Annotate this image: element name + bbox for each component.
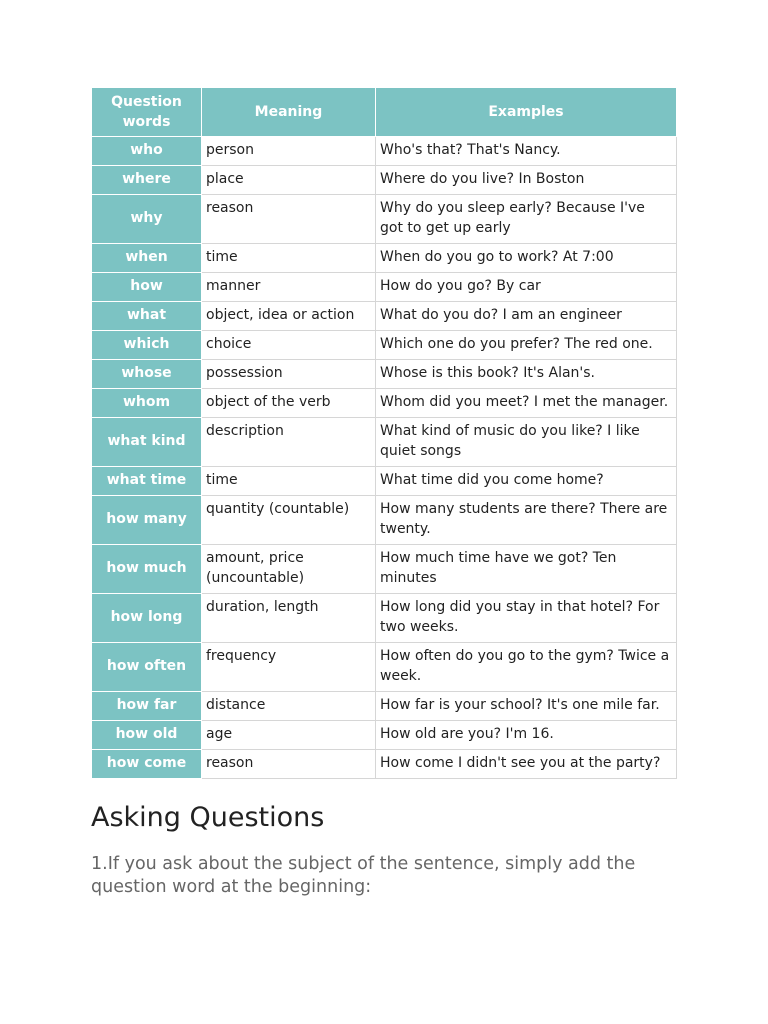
meaning-cell: description bbox=[202, 418, 376, 467]
question-word-cell: how much bbox=[92, 545, 202, 594]
table-row bbox=[92, 137, 677, 166]
question-word-cell: what bbox=[92, 302, 202, 331]
question-word-cell: whom bbox=[92, 389, 202, 418]
example-cell: Who's that? That's Nancy. bbox=[376, 137, 677, 166]
example-cell: What time did you come home? bbox=[376, 467, 677, 496]
table-row bbox=[92, 418, 677, 467]
question-word-cell: how bbox=[92, 273, 202, 302]
table-row bbox=[92, 496, 677, 545]
question-word-cell: how old bbox=[92, 721, 202, 750]
header-question-words: Question words bbox=[92, 88, 202, 137]
question-word-cell: whose bbox=[92, 360, 202, 389]
table-row bbox=[92, 389, 677, 418]
question-word-cell: how many bbox=[92, 496, 202, 545]
example-cell: How come I didn't see you at the party? bbox=[376, 750, 677, 779]
example-cell: How often do you go to the gym? Twice a week. bbox=[376, 643, 677, 692]
question-word-cell: who bbox=[92, 137, 202, 166]
question-words-table bbox=[91, 87, 677, 779]
table-row bbox=[92, 643, 677, 692]
section-heading: Asking Questions bbox=[91, 802, 325, 833]
table-row bbox=[92, 302, 677, 331]
meaning-cell: time bbox=[202, 244, 376, 273]
rule-paragraph: 1.If you ask about the subject of the sentence, simply add the question word at the beginning: bbox=[91, 854, 636, 897]
meaning-cell: place bbox=[202, 166, 376, 195]
example-cell: Why do you sleep early? Because I've got to get up early bbox=[376, 195, 677, 244]
question-word-cell: what kind bbox=[92, 418, 202, 467]
header-meaning: Meaning bbox=[202, 88, 376, 137]
meaning-cell: reason bbox=[202, 195, 376, 244]
example-cell: How old are you? I'm 16. bbox=[376, 721, 677, 750]
example-cell: How long did you stay in that hotel? For two weeks. bbox=[376, 594, 677, 643]
meaning-cell: time bbox=[202, 467, 376, 496]
question-word-cell: why bbox=[92, 195, 202, 244]
table-row bbox=[92, 331, 677, 360]
table-row bbox=[92, 692, 677, 721]
example-cell: Whose is this book? It's Alan's. bbox=[376, 360, 677, 389]
meaning-cell: reason bbox=[202, 750, 376, 779]
table-row bbox=[92, 721, 677, 750]
question-word-cell: how often bbox=[92, 643, 202, 692]
meaning-cell: choice bbox=[202, 331, 376, 360]
meaning-cell: distance bbox=[202, 692, 376, 721]
header-examples: Examples bbox=[376, 88, 677, 137]
question-word-cell: how far bbox=[92, 692, 202, 721]
table-body bbox=[92, 137, 677, 779]
example-cell: Where do you live? In Boston bbox=[376, 166, 677, 195]
example-cell: Which one do you prefer? The red one. bbox=[376, 331, 677, 360]
example-cell: How far is your school? It's one mile far. bbox=[376, 692, 677, 721]
question-word-cell: when bbox=[92, 244, 202, 273]
example-cell: What do you do? I am an engineer bbox=[376, 302, 677, 331]
table-row bbox=[92, 750, 677, 779]
example-cell: How do you go? By car bbox=[376, 273, 677, 302]
document-page bbox=[91, 87, 676, 899]
meaning-cell: possession bbox=[202, 360, 376, 389]
question-word-cell: how come bbox=[92, 750, 202, 779]
meaning-cell: person bbox=[202, 137, 376, 166]
table-row bbox=[92, 244, 677, 273]
example-cell: Whom did you meet? I met the manager. bbox=[376, 389, 677, 418]
meaning-cell: quantity (countable) bbox=[202, 496, 376, 545]
meaning-cell: duration, length bbox=[202, 594, 376, 643]
meaning-cell: frequency bbox=[202, 643, 376, 692]
table-row bbox=[92, 545, 677, 594]
example-cell: How many students are there? There are twenty. bbox=[376, 496, 677, 545]
table-row bbox=[92, 273, 677, 302]
example-cell: How much time have we got? Ten minutes bbox=[376, 545, 677, 594]
question-word-cell: what time bbox=[92, 467, 202, 496]
meaning-cell: object, idea or action bbox=[202, 302, 376, 331]
question-word-cell: where bbox=[92, 166, 202, 195]
meaning-cell: manner bbox=[202, 273, 376, 302]
table-row bbox=[92, 166, 677, 195]
example-cell: What kind of music do you like? I like quiet songs bbox=[376, 418, 677, 467]
meaning-cell: amount, price (uncountable) bbox=[202, 545, 376, 594]
example-cell: When do you go to work? At 7:00 bbox=[376, 244, 677, 273]
table-row bbox=[92, 195, 677, 244]
meaning-cell: age bbox=[202, 721, 376, 750]
meaning-cell: object of the verb bbox=[202, 389, 376, 418]
table-header bbox=[92, 88, 677, 137]
table-row bbox=[92, 594, 677, 643]
table-row bbox=[92, 467, 677, 496]
question-word-cell: which bbox=[92, 331, 202, 360]
question-word-cell: how long bbox=[92, 594, 202, 643]
table-row bbox=[92, 360, 677, 389]
